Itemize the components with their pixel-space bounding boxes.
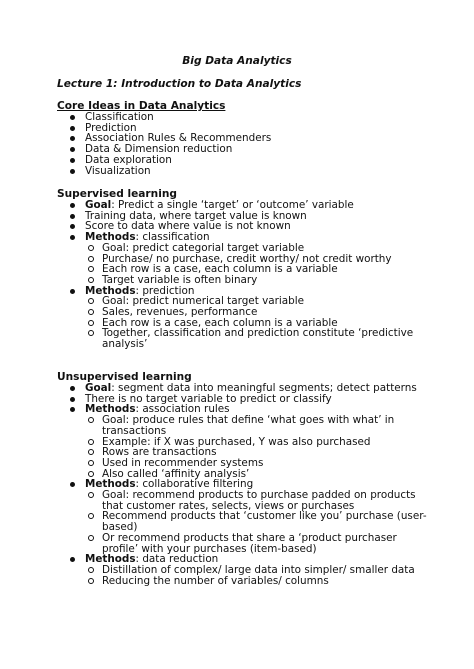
sublist (85, 243, 467, 286)
core-ideas-heading: Core Ideas in Data Analytics (57, 100, 226, 112)
supervised-heading: Supervised learning (57, 188, 177, 200)
bullet-icon (70, 557, 75, 562)
sublist (85, 415, 467, 479)
circle-bullet-icon (88, 578, 94, 584)
list-item: Visualization (57, 166, 467, 177)
list-item: Score to data where value is not known (57, 221, 467, 232)
bullet-icon (70, 203, 75, 208)
circle-bullet-icon (88, 492, 94, 498)
core-ideas-list (57, 112, 467, 176)
sublist-item: Reducing the number of variables/ columns (57, 576, 467, 587)
unsupervised-heading: Unsupervised learning (57, 371, 192, 383)
bullet-icon (70, 397, 75, 402)
circle-bullet-icon (88, 535, 94, 541)
list-item: Data & Dimension reduction (57, 144, 467, 155)
list-item: Goal: Predict a single ‘target’ or ‘outcome’ variable (57, 200, 467, 211)
bullet-icon (70, 126, 75, 131)
sublist-item: Goal: predict categorial target variable (57, 243, 467, 254)
sublist-item: Used in recommender systems (57, 458, 467, 469)
circle-bullet-icon (88, 460, 94, 466)
bullet-icon (70, 407, 75, 412)
circle-bullet-icon (88, 439, 94, 445)
sublist (85, 565, 467, 586)
list-item: Prediction (57, 123, 467, 134)
list-item: There is no target variable to predict or classify (57, 394, 467, 405)
core-ideas-section (57, 100, 467, 176)
bullet-icon (70, 169, 75, 174)
sublist-item: Goal: produce rules that define ‘what goes with what’ in transactions (57, 415, 467, 436)
sublist-item: Each row is a case, each column is a variable (57, 318, 467, 329)
circle-bullet-icon (88, 471, 94, 477)
list-item: Methods: data reduction Distillation of complex/ large data into simpler/ smaller data Reducing the number of variables/ columns (57, 554, 467, 586)
circle-bullet-icon (88, 330, 94, 336)
circle-bullet-icon (88, 513, 94, 519)
list-item: Methods: prediction Goal: predict numerical target variable Sales, revenues, performance Each row is a case, each column is a variable Together, classification and prediction constitute ‘predictive analysis’ (57, 286, 467, 350)
bullet-icon (70, 235, 75, 240)
list-item: Methods: association rules Goal: produce rules that define ‘what goes with what’ in transactions Example: if X was purchased, Y was also purchased Rows are transactions Used in recommender systems Also called ‘affinity analysis’ (57, 404, 467, 479)
list-item: Training data, where target value is known (57, 211, 467, 222)
list-item: Methods: classification Goal: predict categorial target variable Purchase/ no purchase, credit worthy/ not credit worthy Each row is a case, each column is a variable Target variable is often binary (57, 232, 467, 286)
bullet-icon (70, 115, 75, 120)
sublist-item: Together, classification and prediction constitute ‘predictive analysis’ (57, 328, 467, 349)
sublist-item: Rows are transactions (57, 447, 467, 458)
sublist (85, 490, 467, 554)
lecture-title: Lecture 1: Introduction to Data Analytics (57, 78, 302, 90)
circle-bullet-icon (88, 449, 94, 455)
sublist-item: Goal: predict numerical target variable (57, 296, 467, 307)
sublist-item: Or recommend products that share a ‘product purchaser profile’ with your purchases (item-based) (57, 533, 467, 554)
document-title: Big Data Analytics (182, 55, 292, 67)
sublist-item: Target variable is often binary (57, 275, 467, 286)
bullet-icon (70, 136, 75, 141)
unsupervised-list (57, 383, 467, 586)
circle-bullet-icon (88, 256, 94, 262)
circle-bullet-icon (88, 309, 94, 315)
list-item: Data exploration (57, 155, 467, 166)
circle-bullet-icon (88, 320, 94, 326)
circle-bullet-icon (88, 277, 94, 283)
sublist-item: Purchase/ no purchase, credit worthy/ not credit worthy (57, 254, 467, 265)
list-item: Classification (57, 112, 467, 123)
bullet-icon (70, 158, 75, 163)
sublist-item: Sales, revenues, performance (57, 307, 467, 318)
sublist-item: Example: if X was purchased, Y was also purchased (57, 437, 467, 448)
list-item: Methods: collaborative filtering Goal: recommend products to purchase padded on products that customer rates, selects, views or purchases Recommend products that ‘customer like you’ purchase (user- based) Or recommend products that share a ‘product purchaser profile’ with your purchases (item-based) (57, 479, 467, 554)
sublist-item: Distillation of complex/ large data into simpler/ smaller data (57, 565, 467, 576)
circle-bullet-icon (88, 417, 94, 423)
sublist-item: Each row is a case, each column is a variable (57, 264, 467, 275)
bullet-icon (70, 482, 75, 487)
circle-bullet-icon (88, 567, 94, 573)
bullet-icon (70, 289, 75, 294)
sublist-item: Goal: recommend products to purchase padded on products that customer rates, selects, views or purchases (57, 490, 467, 511)
list-item: Association Rules & Recommenders (57, 133, 467, 144)
supervised-section (57, 188, 467, 350)
sublist (85, 296, 467, 350)
circle-bullet-icon (88, 266, 94, 272)
circle-bullet-icon (88, 245, 94, 251)
circle-bullet-icon (88, 298, 94, 304)
supervised-list (57, 200, 467, 350)
sublist-item: Recommend products that ‘customer like you’ purchase (user- based) (57, 511, 467, 532)
bullet-icon (70, 214, 75, 219)
bullet-icon (70, 224, 75, 229)
sublist-item: Also called ‘affinity analysis’ (57, 469, 467, 480)
list-item: Goal: segment data into meaningful segments; detect patterns (57, 383, 467, 394)
unsupervised-section (57, 371, 467, 586)
bullet-icon (70, 147, 75, 152)
bullet-icon (70, 386, 75, 391)
